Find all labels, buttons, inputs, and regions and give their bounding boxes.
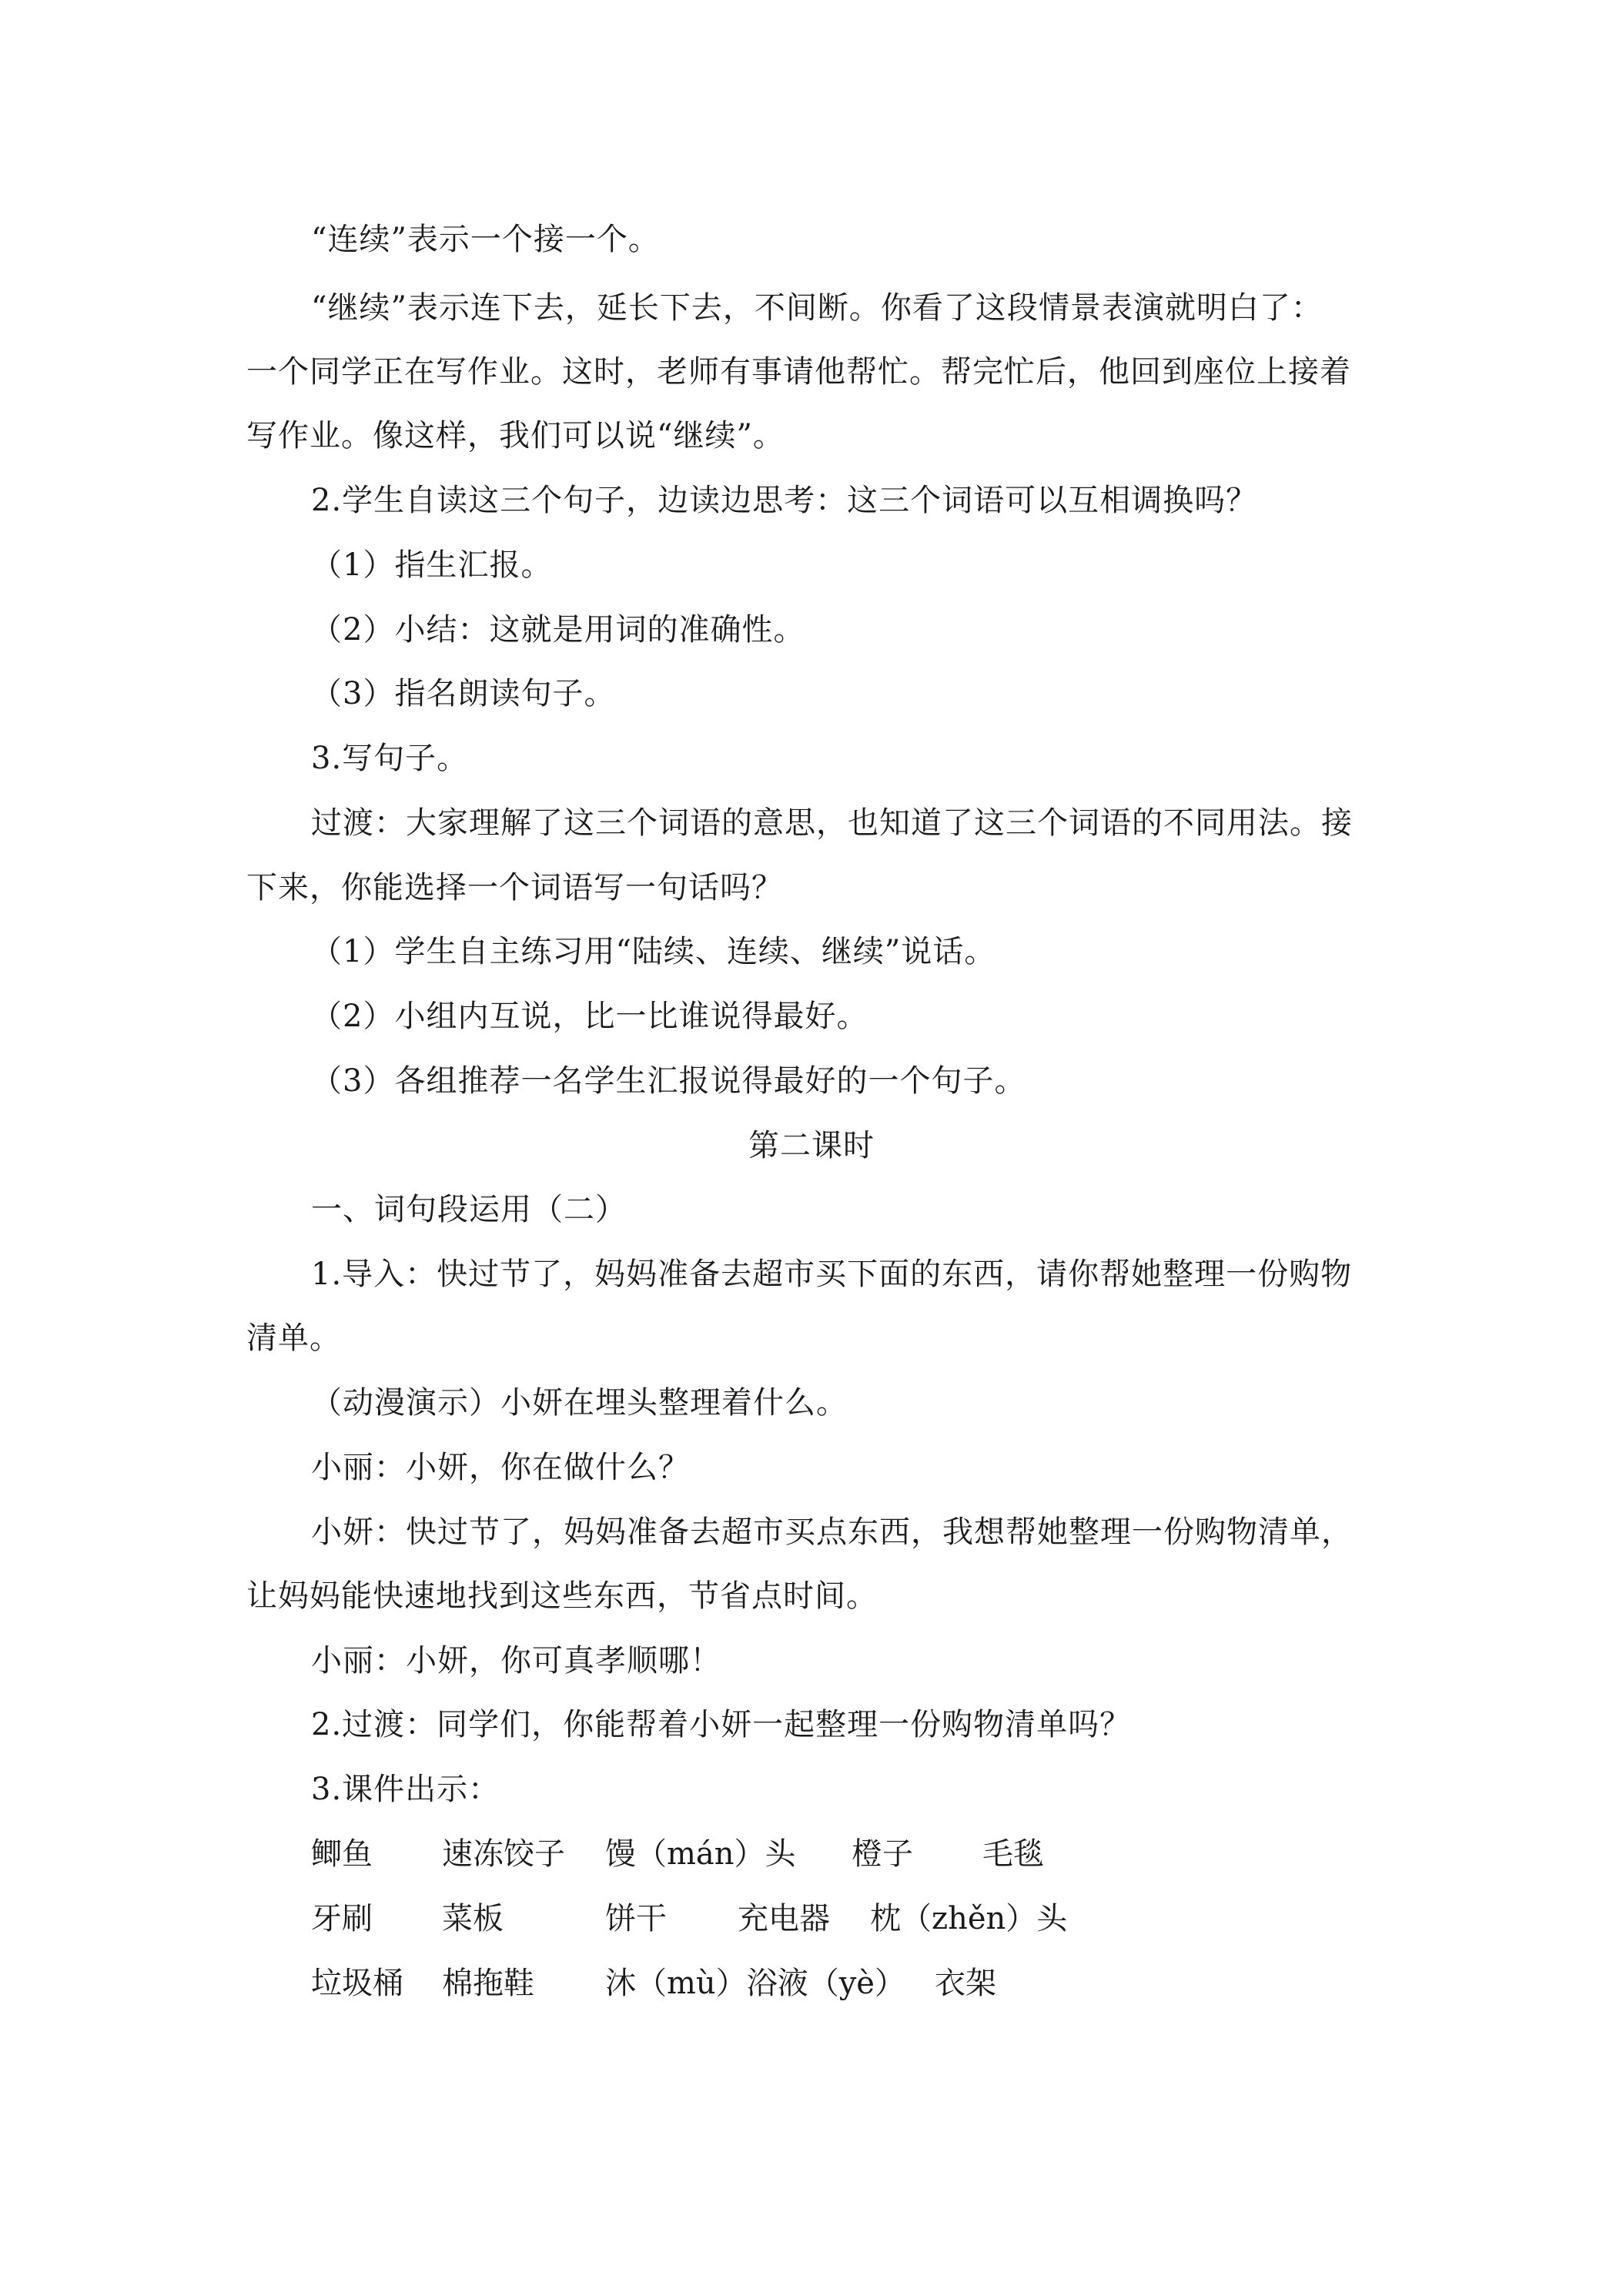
- dialogue-line-2-continued: 让妈妈能快速地找到这些东西，节省点时间。: [246, 1578, 878, 1614]
- word-item: 鲫鱼: [311, 1836, 373, 1872]
- dialogue-line-2: 小妍：快过节了，妈妈准备去超市买点东西，我想帮她整理一份购物清单，: [311, 1514, 1353, 1550]
- word-item: 垃圾桶: [311, 1966, 403, 2001]
- transition-paragraph: 过渡：大家理解了这三个词语的意思，也知道了这三个词语的不同用法。接: [311, 805, 1353, 841]
- word-item: 菜板: [442, 1901, 504, 1936]
- word-item: 沐（mù）浴液（yè）: [605, 1966, 905, 2001]
- intro-paragraph: 1.导入：快过节了，妈妈准备去超市买下面的东西，请你帮她整理一份购物: [311, 1257, 1353, 1292]
- step-2-item-2: （2）小结：这就是用词的准确性。: [311, 612, 805, 648]
- step-3-item-2: （2）小组内互说，比一比谁说得最好。: [311, 999, 868, 1034]
- step-3-item-3: （3）各组推荐一名学生汇报说得最好的一个句子。: [311, 1063, 1026, 1099]
- part-1-heading: 一、词句段运用（二）: [311, 1192, 627, 1227]
- dialogue-line-1: 小丽：小妍，你在做什么？: [311, 1450, 690, 1485]
- word-item: 毛毯: [982, 1836, 1044, 1872]
- step-2-item-1: （1）指生汇报。: [311, 547, 553, 583]
- step-3-item-1: （1）学生自主练习用“陆续、连续、继续”说话。: [311, 934, 996, 969]
- transition-paragraph-continued: 下来，你能选择一个词语写一句话吗？: [246, 870, 783, 905]
- word-item: 牙刷: [311, 1901, 373, 1936]
- word-item: 枕（zhěn）头: [870, 1901, 1068, 1936]
- word-item: 橙子: [852, 1836, 913, 1872]
- section-title: 第二课时: [748, 1128, 875, 1163]
- transition-step-2: 2.过渡：同学们，你能帮着小妍一起整理一份购物清单吗？: [311, 1707, 1132, 1742]
- word-item: 充电器: [738, 1901, 830, 1936]
- courseware-heading: 3.课件出示：: [311, 1772, 500, 1807]
- word-item: 棉拖鞋: [442, 1966, 534, 2001]
- word-item: 速冻饺子: [442, 1836, 565, 1872]
- step-3-heading: 3.写句子。: [311, 741, 469, 776]
- paragraph-lianxu-definition: “连续”表示一个接一个。: [311, 222, 660, 257]
- paragraph-jixu-end: 写作业。像这样，我们可以说“继续”。: [246, 418, 785, 454]
- dialogue-line-3: 小丽：小妍，你可真孝顺哪！: [311, 1643, 721, 1678]
- step-2-heading: 2.学生自读这三个句子，边读边思考：这三个词语可以互相调换吗？: [311, 483, 1258, 518]
- animation-note: （动漫演示）小妍在埋头整理着什么。: [311, 1385, 848, 1421]
- word-item: 衣架: [935, 1966, 996, 2001]
- step-2-item-3: （3）指名朗读句子。: [311, 676, 616, 711]
- paragraph-jixu-definition: “继续”表示连下去，延长下去，不间断。你看了这段情景表演就明白了：: [311, 290, 1323, 326]
- intro-paragraph-continued: 清单。: [246, 1320, 341, 1356]
- word-item: 饼干: [605, 1901, 667, 1936]
- paragraph-jixu-continued: 一个同学正在写作业。这时，老师有事请他帮忙。帮完忙后，他回到座位上接着: [246, 354, 1351, 390]
- word-item: 馒（mán）头: [605, 1836, 796, 1872]
